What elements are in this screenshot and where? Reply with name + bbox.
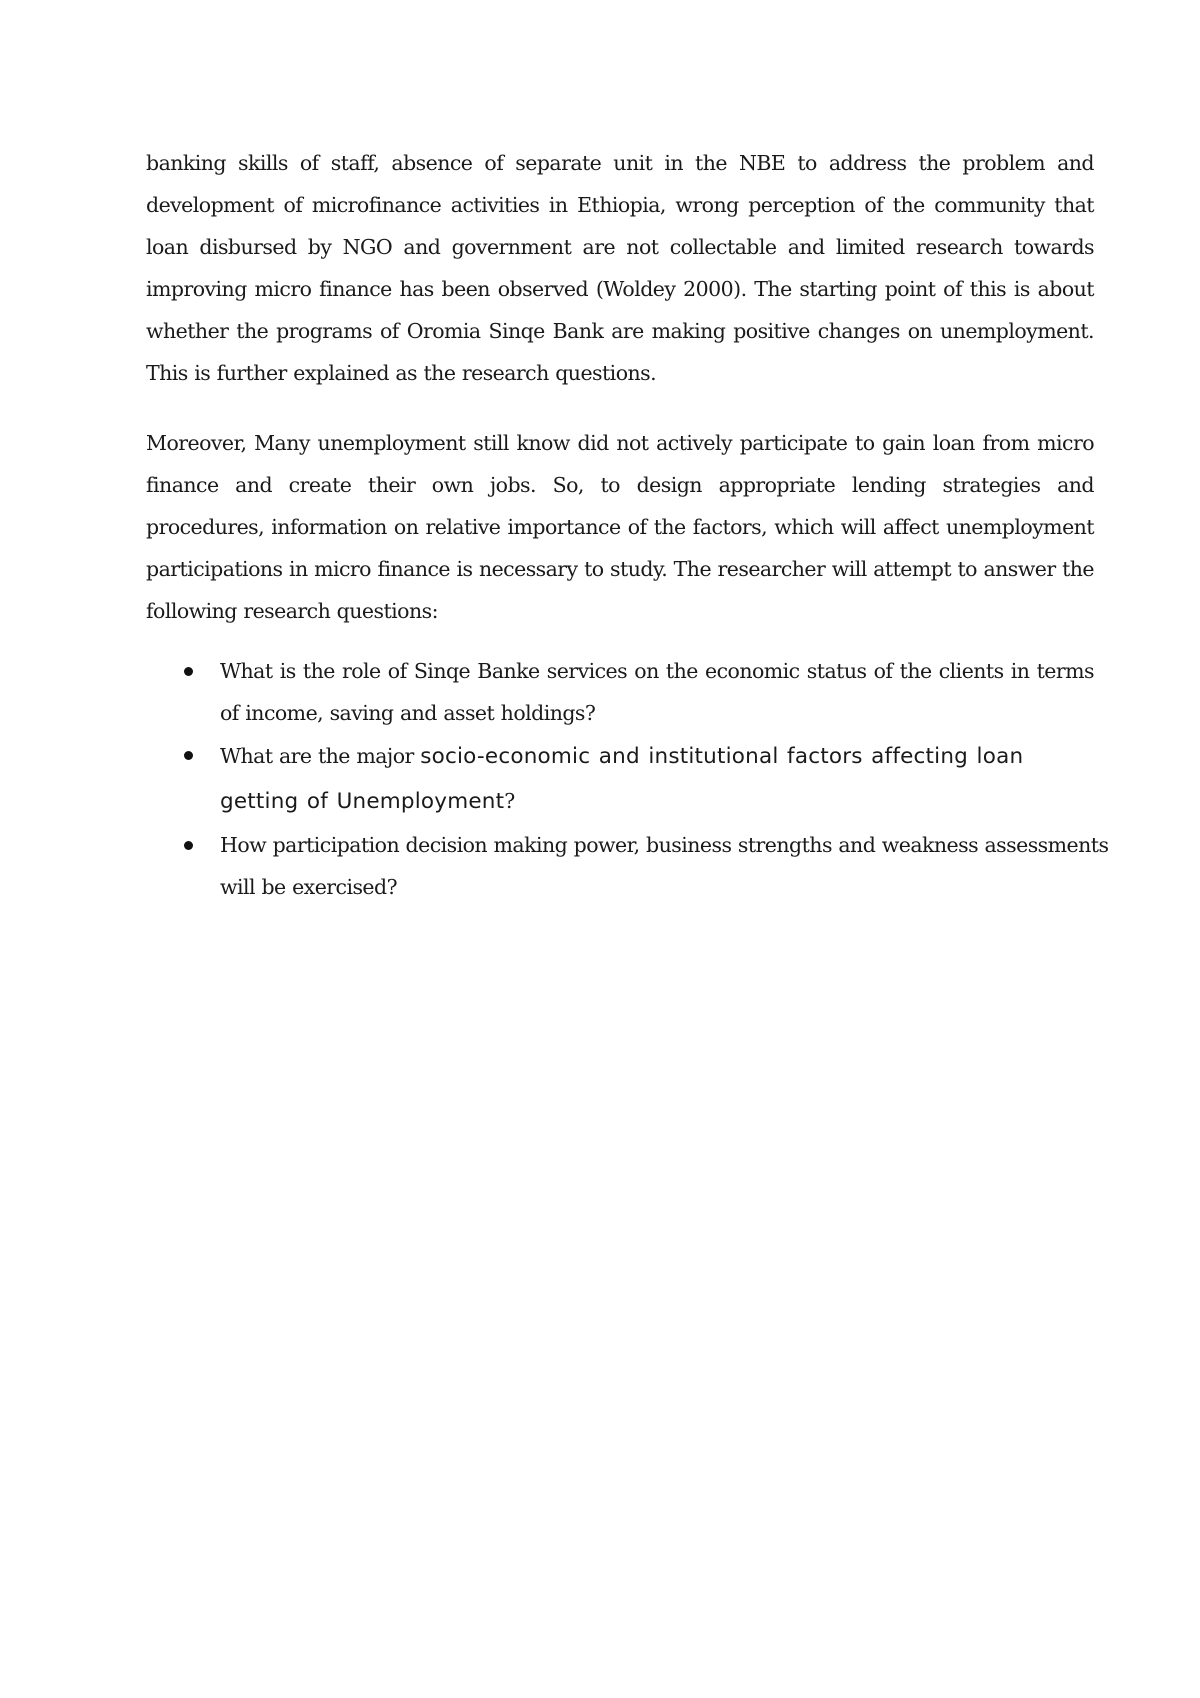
- question-1-text: What is the role of Sinqe Banke services on the economic status of the clients in terms of income, saving and asset holdings?: [220, 659, 1094, 725]
- document-body: [146, 142, 1109, 908]
- bullet-icon: [184, 751, 193, 760]
- bullet-icon: [184, 841, 193, 850]
- question-2-prefix: What are the major: [220, 744, 421, 768]
- question-2-emphasis: socio-economic and institutional factors affecting loan getting of Unemployment: [220, 744, 1024, 814]
- list-item: [146, 824, 1120, 908]
- paragraph-2: Moreover, Many unemployment still know did not actively participate to gain loan from micro finance and create their own jobs. So, to design appropriate lending strategies and procedures, information on relative importance of the factors, which will affect unemployment participations in micro finance is necessary to study. The researcher will attempt to answer the following research questions:: [146, 431, 1094, 623]
- list-item: [146, 734, 1094, 824]
- paragraph-1: banking skills of staff, absence of separate unit in the NBE to address the problem and development of microfinance activities in Ethiopia, wrong perception of the community that loan disbursed by NGO and government are not collectable and limited research towards improving micro finance has been observed (Woldey 2000). The starting point of this is about whether the programs of Oromia Sinqe Bank are making positive changes on unemployment. This is further explained as the research questions.: [146, 151, 1094, 385]
- question-3-text: How participation decision making power, business strengths and weakness assessments will be exercised?: [220, 833, 1109, 899]
- bullet-icon: [184, 667, 193, 676]
- research-questions-list: [146, 650, 1109, 908]
- question-2-suffix: ?: [504, 789, 515, 813]
- list-item: [146, 650, 1094, 734]
